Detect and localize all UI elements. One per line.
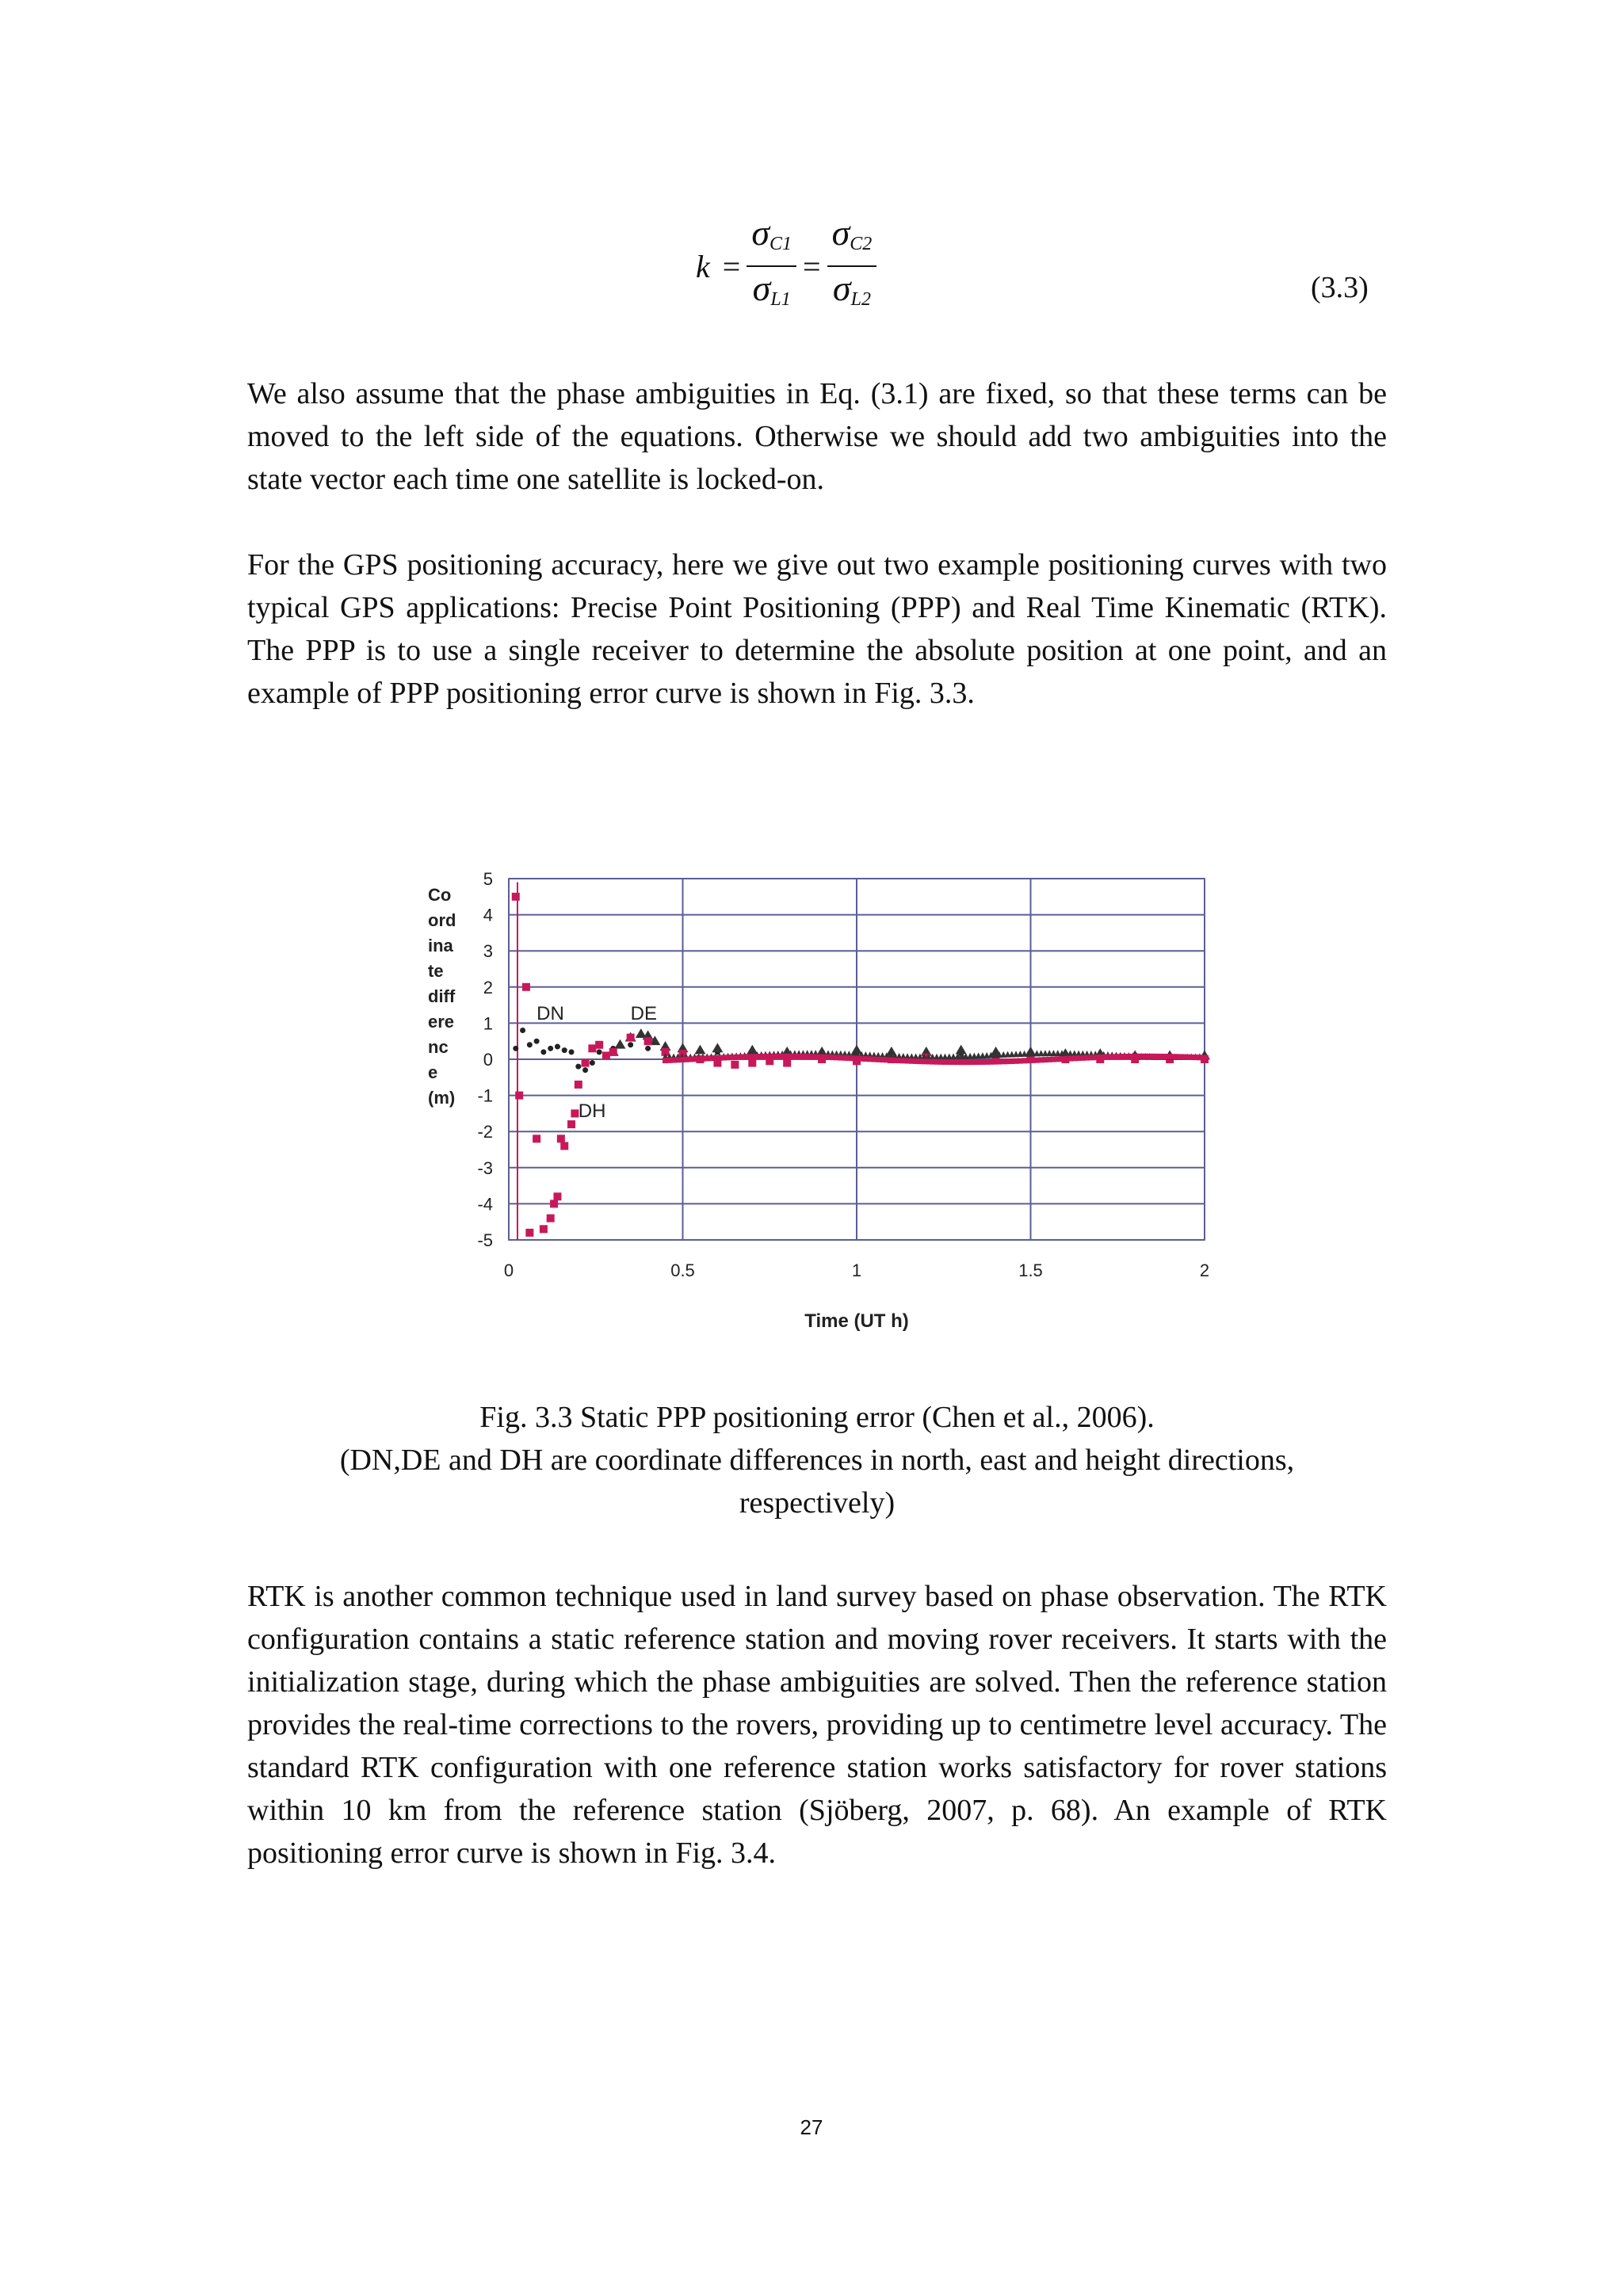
point-dn [534, 1039, 540, 1044]
y-tick-label: -1 [477, 1085, 493, 1106]
point-dh [748, 1059, 756, 1067]
point-dn [569, 1049, 575, 1055]
point-dh [533, 1135, 540, 1142]
fraction-1: $\frac{\sigma_{C1}}{\sigma_{L1}}$ [747, 212, 796, 321]
y-axis-label-line: ina [428, 936, 453, 955]
point-dn [562, 1047, 567, 1053]
point-dh [588, 1044, 596, 1052]
series-label-dh: DH [578, 1100, 606, 1122]
point-dh [731, 1061, 739, 1069]
point-dh [595, 1041, 603, 1049]
figure-ppp-error-chart [412, 860, 1212, 1335]
point-dh [560, 1142, 568, 1150]
y-axis-label-line: (m) [428, 1088, 456, 1108]
ppp-error-chart-svg [412, 860, 1212, 1335]
point-dn [628, 1042, 633, 1047]
point-dn [575, 1064, 581, 1070]
y-tick-label: 3 [483, 941, 493, 962]
point-dn [520, 1028, 525, 1033]
paragraph-gps-accuracy: For the GPS positioning accuracy, here we give out two example positioning curves with two typical GPS applications: Precise Point Positioning (PPP) and Real Time Kinematic (RTK). The PPP is to use a single receiver to determine the absolute position at one point, and an example of PPP positioning error curve is shown in Fig. 3.3. [247, 548, 1387, 710]
x-tick-label: 1.5 [1018, 1261, 1043, 1280]
x-tick-label: 1 [851, 1261, 862, 1280]
point-dh [609, 1048, 617, 1056]
equation-lhs: k [696, 248, 710, 284]
point-dh [627, 1034, 635, 1042]
y-axis-label-line: diff [428, 986, 456, 1006]
point-dh [522, 983, 530, 991]
point-dh [557, 1135, 565, 1142]
caption-line-2: (DN,DE and DH are coordinate differences in north, east and height directions, [339, 1444, 1295, 1477]
paragraph-ambiguities: We also assume that the phase ambiguities in Eq. (3.1) are fixed, so that these terms can be moved to the left side of the equations. Otherwise we should add two ambiguities into the state vector each time one satellite is locked-on. [247, 377, 1387, 496]
equals-sign: = [722, 248, 741, 284]
point-dh [783, 1059, 791, 1067]
point-dh [512, 893, 520, 901]
page-number: 27 [800, 2115, 823, 2139]
y-axis-label-line: ere [428, 1012, 455, 1032]
x-tick-label: 0 [503, 1261, 514, 1280]
point-dh [575, 1081, 582, 1089]
y-tick-label: 0 [483, 1050, 493, 1070]
x-tick-label: 2 [1199, 1261, 1210, 1280]
point-dh [582, 1059, 590, 1067]
point-dn [555, 1044, 560, 1050]
equals-sign-2: = [803, 248, 821, 284]
series-label-dn: DN [537, 1002, 564, 1024]
point-dn [513, 1046, 518, 1051]
point-dh-dense [1201, 1055, 1207, 1061]
equation-block [0, 202, 1623, 321]
y-tick-label: 5 [483, 869, 493, 889]
caption-line-1: Fig. 3.3 Static PPP positioning error (Chen et al., 2006). [479, 1401, 1155, 1434]
point-dn [527, 1042, 533, 1047]
y-axis-label-line: te [428, 961, 444, 981]
y-tick-label: -5 [477, 1230, 493, 1250]
point-dh [525, 1229, 533, 1237]
point-dh [567, 1120, 575, 1128]
point-dn [540, 1049, 546, 1055]
point-dn [645, 1046, 651, 1051]
equation [696, 212, 876, 321]
y-tick-label: 1 [483, 1013, 493, 1034]
point-dn [548, 1046, 553, 1051]
y-axis-label-line: Co [428, 885, 452, 905]
y-tick-label: 4 [483, 905, 493, 925]
fraction-2: $\frac{\sigma_{C2}}{\sigma_{L2}}$ [827, 212, 877, 321]
x-axis-label: Time (UT h) [804, 1310, 909, 1332]
point-dh [550, 1199, 558, 1207]
point-dh [547, 1215, 555, 1222]
y-tick-label: 2 [483, 977, 493, 997]
figure-caption [247, 1396, 1387, 1524]
caption-line-3: respectively) [739, 1486, 896, 1520]
point-dn [590, 1060, 595, 1066]
y-axis-label-line: nc [428, 1037, 449, 1057]
point-dn [597, 1049, 602, 1055]
y-tick-label: -3 [477, 1158, 493, 1178]
point-dh [540, 1225, 548, 1233]
paragraph-rtk: RTK is another common technique used in land survey based on phase observation. The RTK configuration contains a static reference station and moving rover receivers. It starts with the initialization stage, during which the phase ambiguities are solved. Then the reference station provides the real-time corrections to the rovers, providing up to centimetre level accuracy. The standard RTK configuration with one reference station works satisfactory for rover stations within 10 km from the reference station (Sjöberg, 2007, p. 68). An example of RTK positioning error curve is shown in Fig. 3.4. [247, 1580, 1387, 1870]
point-dh [553, 1192, 561, 1200]
y-axis-label-line: e [428, 1062, 438, 1082]
point-dh [644, 1037, 652, 1045]
y-axis-label-line: ord [428, 910, 456, 930]
point-dh [602, 1051, 610, 1059]
equation-number: (3.3) [1311, 271, 1369, 304]
point-dn [582, 1067, 588, 1073]
point-dh [515, 1092, 523, 1100]
series-label-de: DE [630, 1002, 657, 1024]
y-tick-label: -2 [477, 1122, 493, 1142]
x-tick-label: 0.5 [670, 1261, 695, 1280]
y-tick-label: -4 [477, 1194, 493, 1215]
